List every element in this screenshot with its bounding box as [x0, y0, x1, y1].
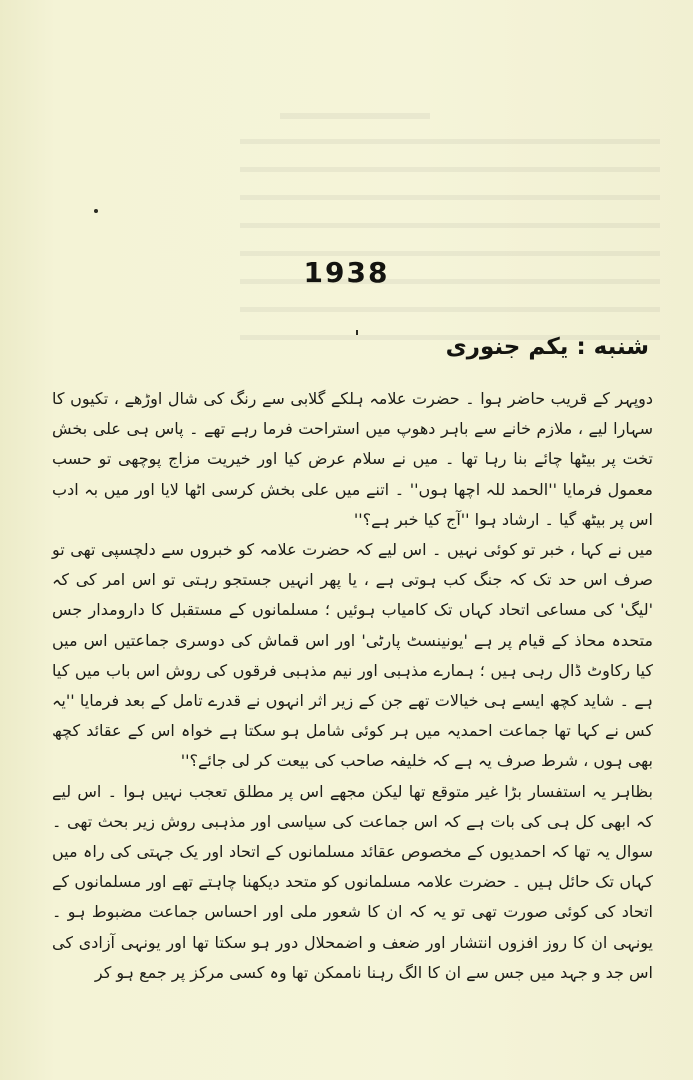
ink-dot: [94, 209, 98, 213]
paragraph: دوپہر کے قریب حاضر ہوا ۔ حضرت علامہ ہلکے گلابی سے رنگ کی شال اوڑھے ، تکیوں کا سہارا لیے ، ملازم خانے سے باہر دھوپ میں استراحت فرما رہے تھے ۔ پاس ہی علی بخش تخت پر بیٹھا چائے بنا رہا تھا ۔ میں نے سلام عرض کیا اور خیریت مزاج پوچھی تو حسب معمول فرمایا ''الحمد للہ اچھا ہوں'' ۔ اتنے میں علی بخش کرسی اٹھا لایا اور میں بہ ادب اس پر بیٹھ گیا ۔ ارشاد ہوا ''آج کیا خبر ہے؟'': [52, 389, 653, 529]
paragraph: بظاہر یہ استفسار بڑا غیر متوقع تھا لیکن مجھے اس پر مطلق تعجب نہیں ہوا ۔ اس لیے کہ ابھی کل ہی کی بات ہے کہ اس جماعت کی سیاسی اور مذہبی روش زیر بحث تھی ۔ سوال یہ تھا کہ احمدیوں کے مخصوص عقائد مسلمانوں کے اتحاد اور یک جہتی کی راہ میں کہاں تک حائل ہیں ۔ حضرت علامہ مسلمانوں کو متحد دیکھنا چاہتے تھے اور مسلمانوں کے اتحاد کی کوئی صورت تھی تو یہ کہ ان کا شعور ملی اور احساس جماعت مضبوط ہو ۔ یونہی ان کا روز افزوں انتشار اور ضعف و اضمحلال دور ہو سکتا تھا اور یونہی آزادی کی اس جد و جہد میں جس سے ان کا الگ رہنا ناممکن تھا وہ کسی مرکز پر جمع ہو کر: [52, 781, 654, 982]
show-through-text: [240, 105, 660, 355]
date-heading: شنبه : یکم جنوری: [445, 334, 649, 360]
ink-mark: [356, 330, 358, 335]
body-text: [52, 384, 653, 988]
year-heading: 1938: [303, 256, 390, 289]
paragraph: میں نے کہا ، خبر تو کوئی نہیں ۔ اس لیے کہ حضرت علامہ کو خبروں سے دلچسپی تھی تو صرف اس حد تک کہ جنگ کب ہوتی ہے ، یا پھر انہیں جستجو رہتی تو اس امر کی کہ 'لیگ' کی مساعی اتحاد کہاں تک کامیاب ہوئیں ؛ مسلمانوں کے مستقبل کا دارومدار جس متحدہ محاذ کے قیام پر ہے 'یونینسٹ پارٹی' اور اس قماش کی دوسری جماعتیں اس میں کیا رکاوٹ ڈال رہی ہیں ؛ ہمارے مذہبی اور نیم مذہبی فرقوں کی روش اس باب میں کیا ہے ۔ شاید کچھ ایسے ہی خیالات تھے جن کے زیر اثر انہوں نے قدرے تامل کے بعد فرمایا ''یہ کس نے کہا تھا جماعت احمدیہ میں ہر کوئی شامل ہو سکتا ہے خواہ اس کے عقائد کچھ بھی ہوں ، شرط صرف یہ ہے کہ خلیفہ صاحب کی بیعت کر لی جائے؟'': [52, 540, 653, 771]
